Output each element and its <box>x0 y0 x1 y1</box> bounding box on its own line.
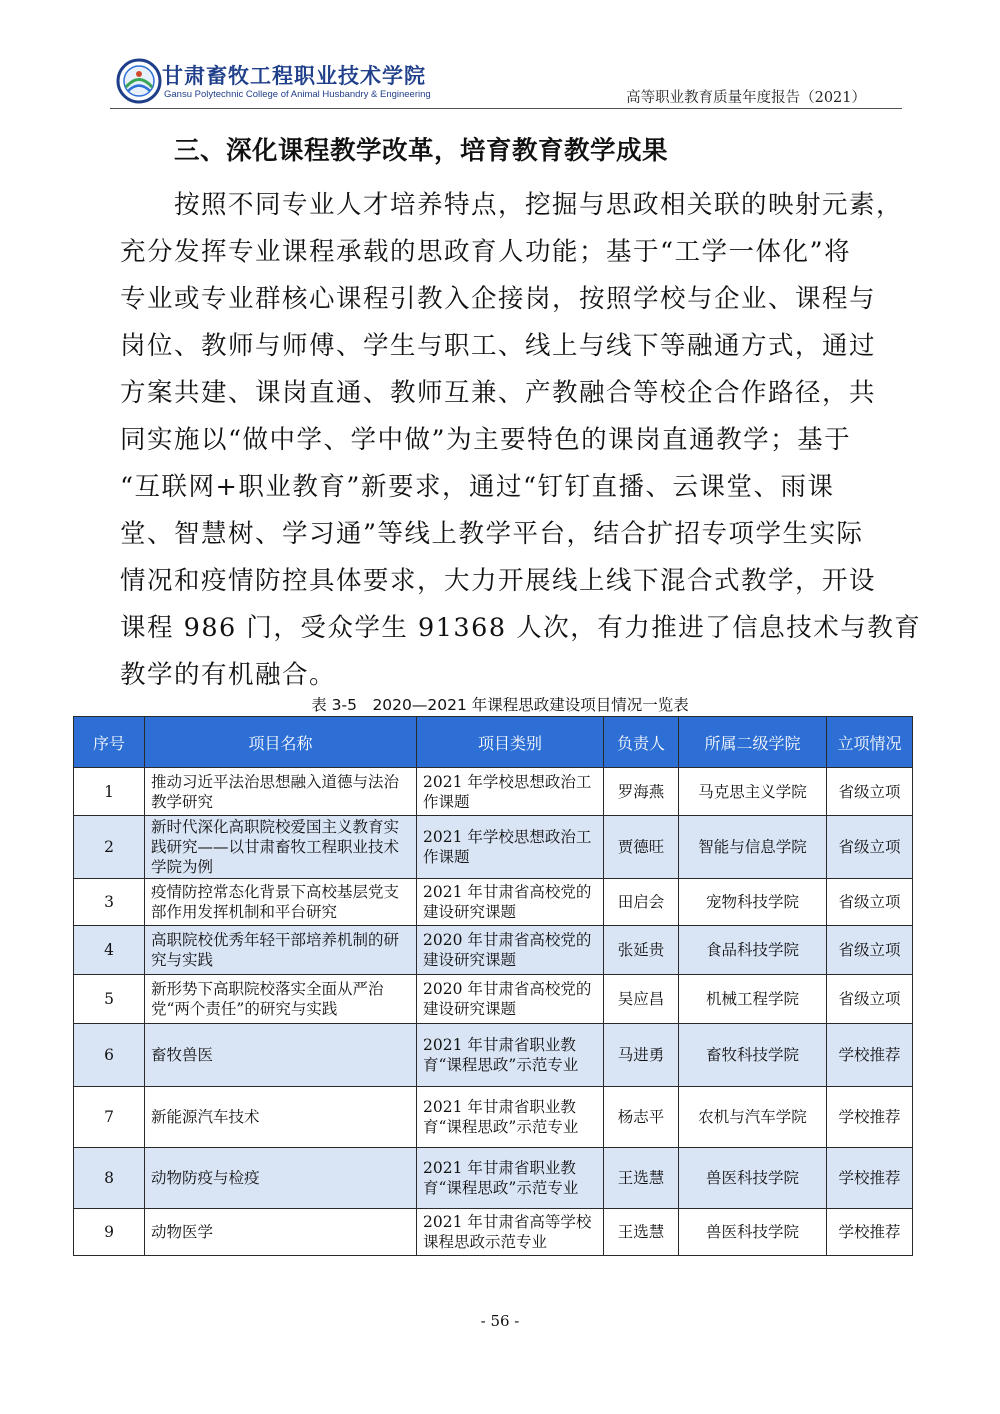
cell-index: 9 <box>74 1209 145 1256</box>
cell-category: 2020 年甘肃省高校党的建设研究课题 <box>417 926 604 975</box>
column-header: 立项情况 <box>827 717 913 768</box>
table-row <box>74 1148 913 1209</box>
cell-category: 2021 年甘肃省职业教育“课程思政”示范专业 <box>417 1148 604 1209</box>
cell-leader: 马进勇 <box>604 1024 679 1087</box>
cell-index: 8 <box>74 1148 145 1209</box>
cell-college: 兽医科技学院 <box>679 1209 827 1256</box>
paragraph-line: 同实施以“做中学、学中做”为主要特色的课岗直通教学；基于 <box>120 425 852 455</box>
cell-category: 2021 年甘肃省职业教育“课程思政”示范专业 <box>417 1024 604 1087</box>
cell-college: 马克思主义学院 <box>679 768 827 816</box>
cell-leader: 张延贵 <box>604 926 679 975</box>
paragraph-line: 堂、智慧树、学习通”等线上教学平台，结合扩招专项学生实际 <box>120 519 864 549</box>
paragraph-line: 教学的有机融合。 <box>120 660 337 690</box>
cell-project-name: 疫情防控常态化背景下高校基层党支部作用发挥机制和平台研究 <box>145 879 417 926</box>
cell-project-name: 高职院校优秀年轻干部培养机制的研究与实践 <box>145 926 417 975</box>
paragraph-line: “互联网+职业教育”新要求，通过“钉钉直播、云课堂、雨课 <box>120 472 835 502</box>
column-header: 序号 <box>74 717 145 768</box>
paragraph-line: 方案共建、课岗直通、教师互兼、产教融合等校企合作路径，共 <box>120 378 877 408</box>
table-row <box>74 1209 913 1256</box>
cell-category: 2021 年学校思想政治工作课题 <box>417 768 604 816</box>
cell-index: 5 <box>74 975 145 1024</box>
cell-status: 省级立项 <box>827 926 913 975</box>
paragraph-line: 按照不同专业人才培养特点，挖掘与思政相关联的映射元素， <box>120 190 904 220</box>
report-title: 高等职业教育质量年度报告（2021） <box>626 90 866 106</box>
cell-leader: 王选慧 <box>604 1148 679 1209</box>
table-row <box>74 1024 913 1087</box>
cell-project-name: 动物医学 <box>145 1209 417 1256</box>
cell-index: 2 <box>74 816 145 879</box>
cell-category: 2020 年甘肃省高校党的建设研究课题 <box>417 975 604 1024</box>
cell-category: 2021 年学校思想政治工作课题 <box>417 816 604 879</box>
cell-category: 2021 年甘肃省高等学校课程思政示范专业 <box>417 1209 604 1256</box>
cell-status: 省级立项 <box>827 768 913 816</box>
cell-status: 省级立项 <box>827 975 913 1024</box>
cell-leader: 罗海燕 <box>604 768 679 816</box>
column-header: 项目名称 <box>145 717 417 768</box>
paragraph-line: 充分发挥专业课程承载的思政育人功能；基于“工学一体化”将 <box>120 237 852 267</box>
table-row <box>74 879 913 926</box>
cell-index: 4 <box>74 926 145 975</box>
cell-leader: 贾德旺 <box>604 816 679 879</box>
projects-table <box>73 716 913 1256</box>
cell-category: 2021 年甘肃省职业教育“课程思政”示范专业 <box>417 1087 604 1148</box>
cell-leader: 吴应昌 <box>604 975 679 1024</box>
cell-project-name: 新能源汽车技术 <box>145 1087 417 1148</box>
cell-college: 畜牧科技学院 <box>679 1024 827 1087</box>
column-header: 所属二级学院 <box>679 717 827 768</box>
cell-status: 学校推荐 <box>827 1087 913 1148</box>
table-row <box>74 975 913 1024</box>
body-paragraph <box>120 182 922 699</box>
cell-index: 3 <box>74 879 145 926</box>
page-number: - 56 - <box>480 1312 520 1330</box>
column-header: 负责人 <box>604 717 679 768</box>
section-heading: 三、深化课程教学改革，培育教育教学成果 <box>174 136 669 166</box>
cell-index: 7 <box>74 1087 145 1148</box>
cell-college: 智能与信息学院 <box>679 816 827 879</box>
school-name-cn: 甘肃畜牧工程职业技术学院 <box>162 64 426 88</box>
cell-leader: 王选慧 <box>604 1209 679 1256</box>
cell-status: 学校推荐 <box>827 1024 913 1087</box>
cell-college: 兽医科技学院 <box>679 1148 827 1209</box>
cell-college: 食品科技学院 <box>679 926 827 975</box>
table-caption: 表 3-5 2020—2021 年课程思政建设项目情况一览表 <box>311 696 689 714</box>
table-row <box>74 1087 913 1148</box>
column-header: 项目类别 <box>417 717 604 768</box>
table-row <box>74 768 913 816</box>
table-row <box>74 816 913 879</box>
cell-project-name: 畜牧兽医 <box>145 1024 417 1087</box>
cell-status: 省级立项 <box>827 879 913 926</box>
paragraph-line: 专业或专业群核心课程引教入企接岗，按照学校与企业、课程与 <box>120 284 877 314</box>
cell-project-name: 新形势下高职院校落实全面从严治党“两个责任”的研究与实践 <box>145 975 417 1024</box>
cell-project-name: 动物防疫与检疫 <box>145 1148 417 1209</box>
page-header <box>100 52 900 108</box>
cell-category: 2021 年甘肃省高校党的建设研究课题 <box>417 879 604 926</box>
cell-college: 宠物科技学院 <box>679 879 827 926</box>
table-row <box>74 926 913 975</box>
cell-status: 学校推荐 <box>827 1209 913 1256</box>
cell-project-name: 新时代深化高职院校爱国主义教育实践研究——以甘肃畜牧工程职业技术学院为例 <box>145 816 417 879</box>
cell-status: 学校推荐 <box>827 1148 913 1209</box>
paragraph-line: 岗位、教师与师傅、学生与职工、线上与线下等融通方式，通过 <box>120 331 877 361</box>
school-emblem-icon <box>116 58 162 104</box>
table-header-row <box>74 717 913 768</box>
cell-index: 6 <box>74 1024 145 1087</box>
school-name-en: Gansu Polytechnic College of Animal Husbandry & Engineering <box>164 89 431 100</box>
cell-college: 农机与汽车学院 <box>679 1087 827 1148</box>
header-divider <box>110 108 902 109</box>
cell-project-name: 推动习近平法治思想融入道德与法治教学研究 <box>145 768 417 816</box>
cell-leader: 田启会 <box>604 879 679 926</box>
cell-index: 1 <box>74 768 145 816</box>
paragraph-line: 课程 986 门，受众学生 91368 人次，有力推进了信息技术与教育 <box>120 613 922 643</box>
cell-college: 机械工程学院 <box>679 975 827 1024</box>
paragraph-line: 情况和疫情防控具体要求，大力开展线上线下混合式教学，开设 <box>120 566 877 596</box>
cell-status: 省级立项 <box>827 816 913 879</box>
cell-leader: 杨志平 <box>604 1087 679 1148</box>
